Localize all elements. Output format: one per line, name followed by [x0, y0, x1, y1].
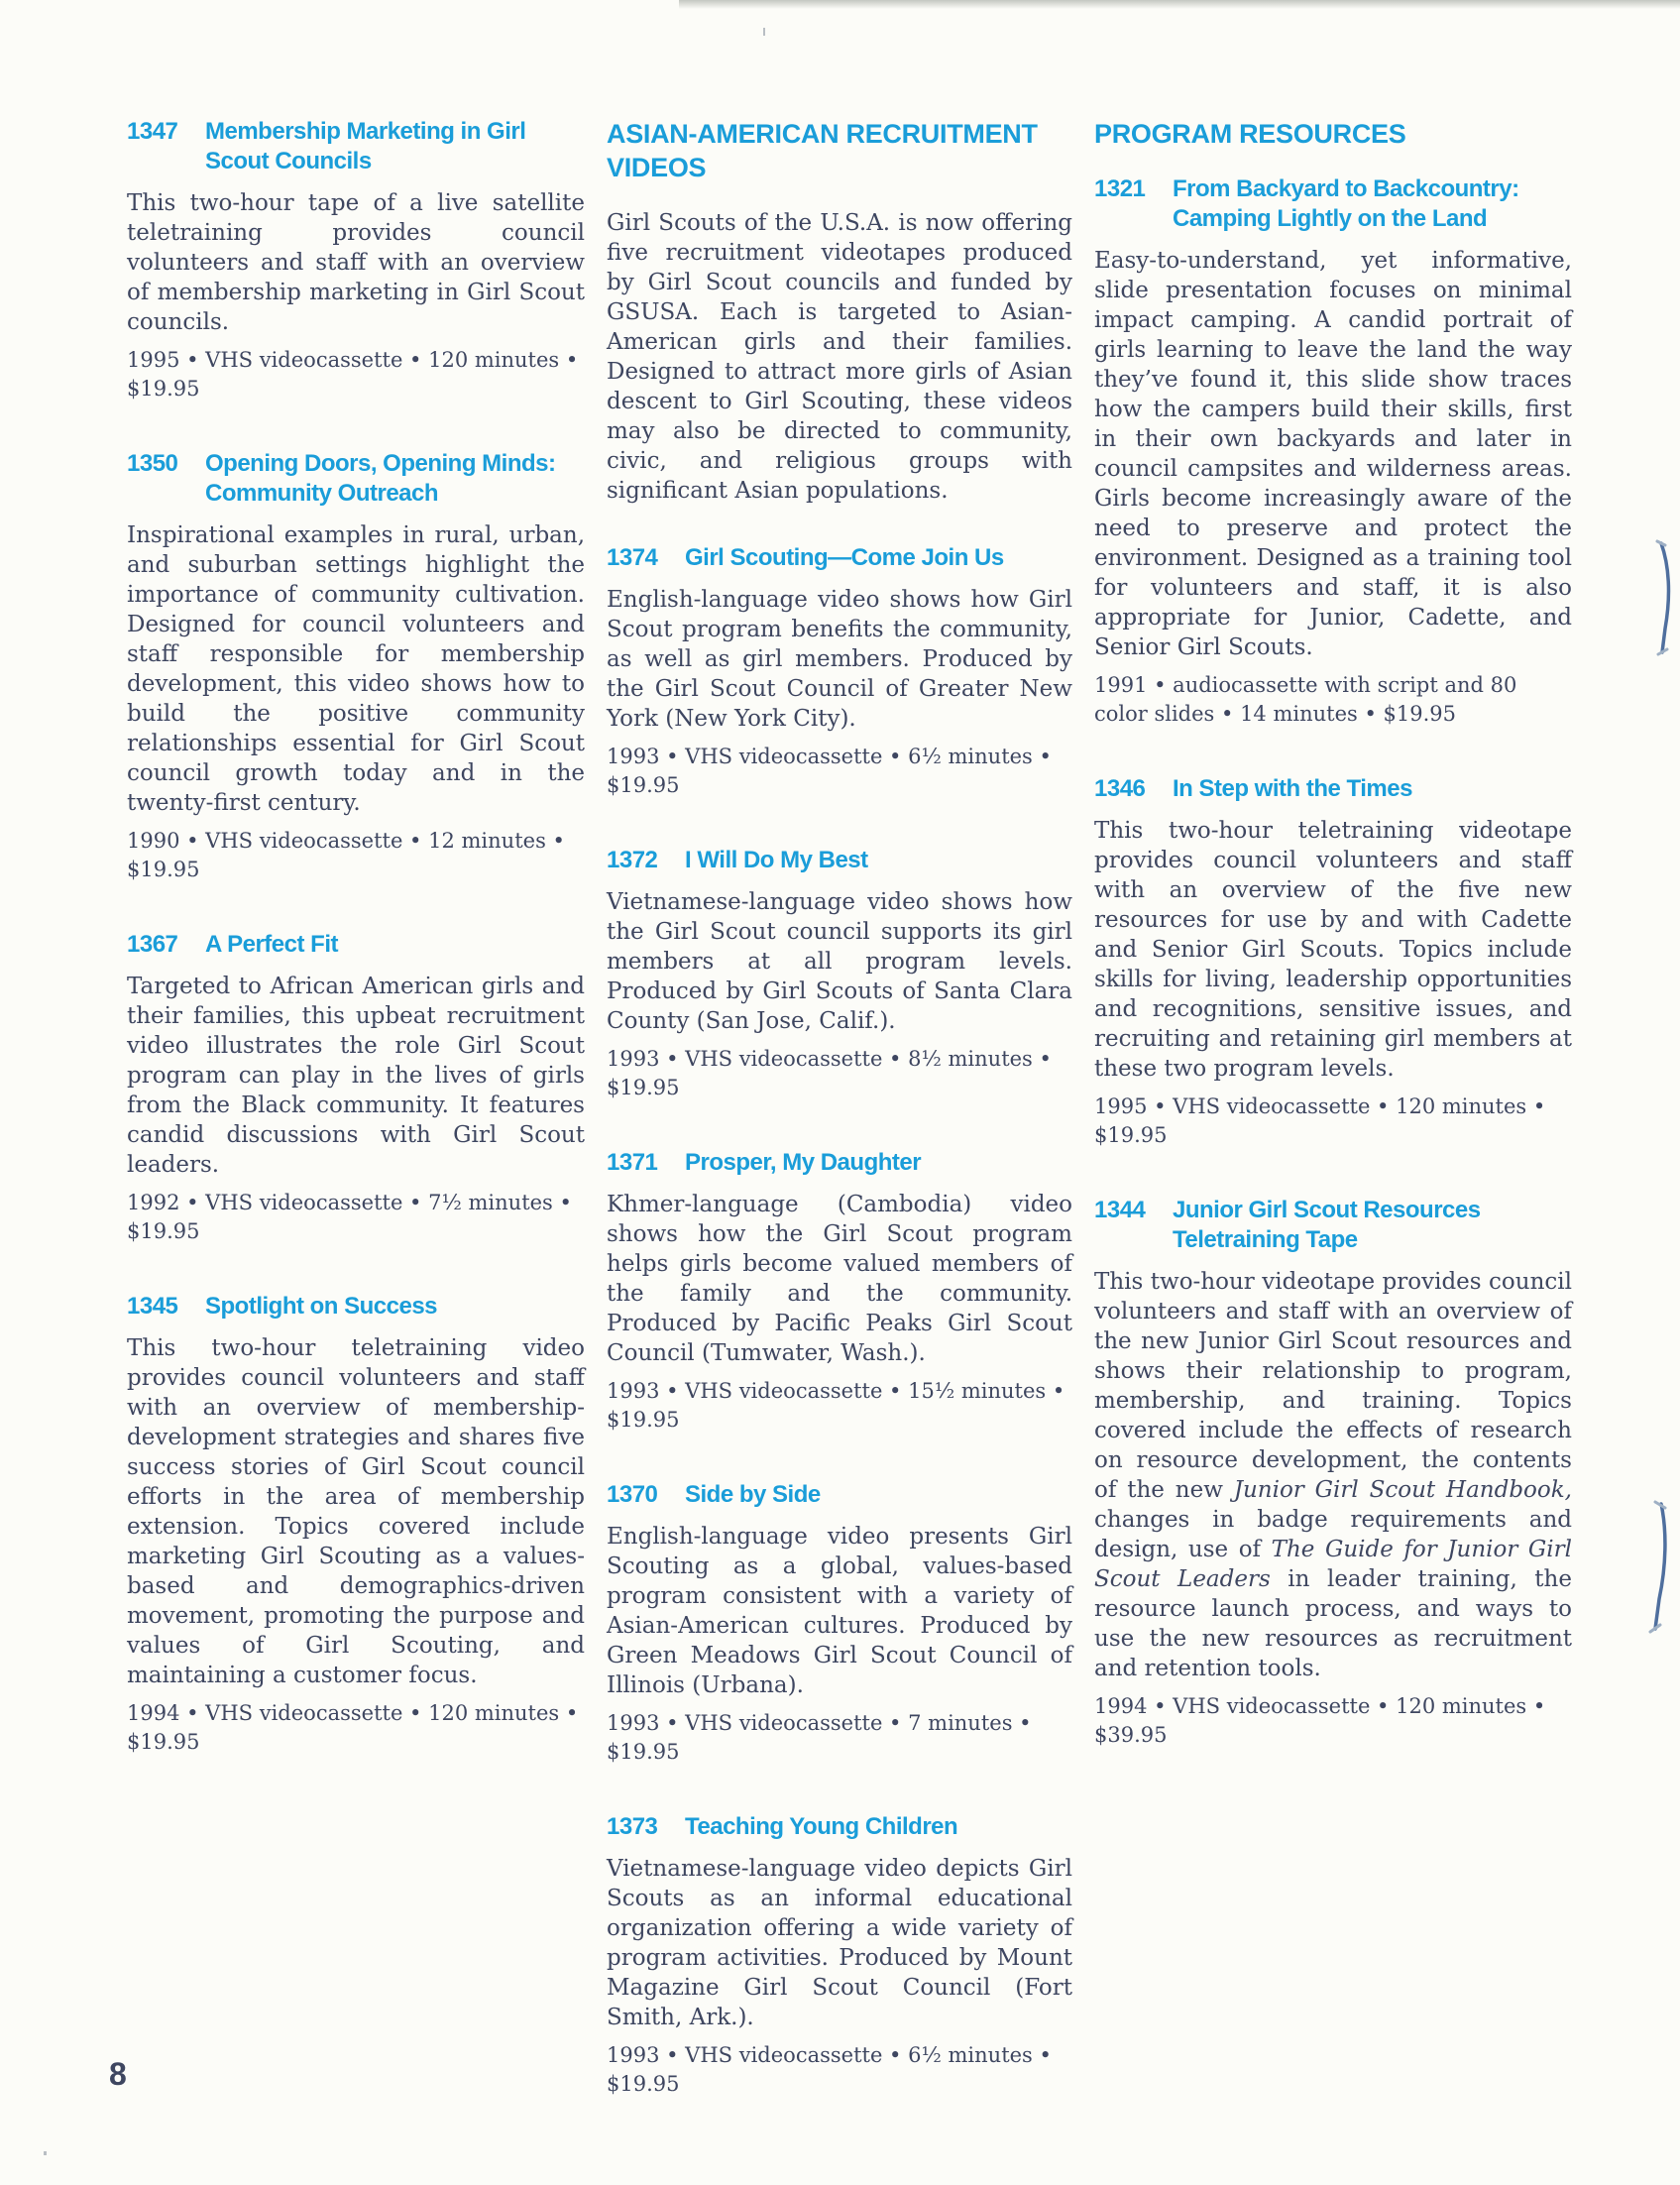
item-code: 1347	[127, 118, 178, 145]
column-left	[127, 117, 585, 2144]
item-heading	[1094, 1196, 1572, 1255]
item-code: 1346	[1094, 775, 1146, 802]
scan-speck	[763, 28, 765, 36]
catalog-item	[607, 846, 1072, 1102]
item-heading	[607, 1812, 1072, 1842]
item-description: Khmer-language (Cambodia) video shows how the Girl Scout program helps girls become valued members of the family and the community. Produced by Pacific Peaks Girl Scout Council (Tumwater, Wash.).	[607, 1192, 1072, 1366]
staple-icon	[1647, 533, 1675, 662]
item-title: I Will Do My Best	[685, 847, 868, 873]
catalog-item	[1094, 1196, 1572, 1750]
item-title: A Perfect Fit	[205, 931, 338, 958]
item-title: Prosper, My Daughter	[685, 1149, 922, 1176]
item-availability: 1993 • VHS videocassette • 7 minutes • $19.95	[607, 1711, 1032, 1764]
item-availability: 1994 • VHS videocassette • 120 minutes • $19.95	[127, 1701, 579, 1754]
item-availability: 1993 • VHS videocassette • 15½ minutes • $19.95	[607, 1379, 1065, 1432]
catalog-item	[1094, 774, 1572, 1150]
item-availability: 1993 • VHS videocassette • 8½ minutes • $19.95	[607, 1047, 1052, 1099]
item-description: This two-hour teletraining video provides council volunteers and staff with an overview of membership-development strategies and shares five success stories of Girl Scout council efforts in the area of membership extension. Topics covered include marketing Girl Scouting as a values-based and demographics-driven movement, promoting the purpose and values of Girl Scouting, and maintaining a customer focus.	[127, 1335, 585, 1688]
column-middle	[607, 117, 1072, 2144]
item-description: Inspirational examples in rural, urban, and suburban settings highlight the importance of community cultivation. Designed for council volunteers and staff responsible for membership development, this video shows how to build the positive community relationships essential for Girl Scout council growth today and in the twenty-first century.	[127, 522, 585, 816]
item-availability: 1995 • VHS videocassette • 120 minutes • $19.95	[127, 348, 579, 401]
item-code: 1372	[607, 847, 658, 873]
item-availability: 1990 • VHS videocassette • 12 minutes • $19.95	[127, 829, 565, 881]
item-description: Targeted to African American girls and their families, this upbeat recruitment video illustrates the role Girl Scout program can play in the lives of girls from the Black community. It features candid discussions with Girl Scout leaders.	[127, 974, 585, 1178]
catalog-item	[607, 1480, 1072, 1767]
item-code: 1367	[127, 931, 178, 958]
section-heading: ASIAN-AMERICAN RECRUITMENT VIDEOS	[607, 119, 1038, 182]
section-intro: Girl Scouts of the U.S.A. is now offering five recruitment videotapes produced by Girl Scout councils and funded by GSUSA. Each is targeted to Asian-American girls and their families. Designed to attract more girls of Asian descent to Girl Scouting, these videos may also be directed to community, civic, and religious groups with significant Asian populations.	[607, 210, 1072, 504]
item-title: Girl Scouting—Come Join Us	[685, 544, 1004, 571]
item-title: Membership Marketing in Girl Scout Councils	[205, 118, 526, 174]
item-code: 1345	[127, 1293, 178, 1320]
item-heading	[1094, 174, 1572, 234]
item-availability: 1993 • VHS videocassette • 6½ minutes • $19.95	[607, 2043, 1052, 2096]
item-availability: 1994 • VHS videocassette • 120 minutes • $39.95	[1094, 1694, 1546, 1747]
item-code: 1373	[607, 1813, 658, 1840]
item-heading	[127, 117, 585, 176]
section-heading: PROGRAM RESOURCES	[1094, 119, 1406, 149]
item-code: 1350	[127, 450, 178, 477]
item-heading	[127, 1292, 585, 1322]
item-description: English-language video shows how Girl Scout program benefits the community, as well as girl members. Produced by the Girl Scout Council of Greater New York (New York City).	[607, 587, 1072, 732]
text-run: This two-hour videotape provides council volunteers and staff with an overview of the new Junior Girl Scout resources and shows their relationship to program, membership, and training. Topics covered include the effects of research on resource development, the contents of the new	[1094, 1269, 1572, 1503]
text-run: in leader training, the resource launch process, and ways to use the new resources as recruitment and retention tools.	[1094, 1566, 1572, 1681]
catalog-item	[127, 930, 585, 1246]
catalog-item	[127, 449, 585, 884]
item-heading	[607, 1148, 1072, 1178]
item-availability: 1995 • VHS videocassette • 120 minutes • $19.95	[1094, 1094, 1546, 1147]
scan-speck	[44, 2151, 47, 2155]
catalog-item	[127, 1292, 585, 1757]
item-availability: 1992 • VHS videocassette • 7½ minutes • $19.95	[127, 1191, 572, 1243]
item-code: 1370	[607, 1481, 658, 1508]
staple-icon	[1641, 1492, 1671, 1641]
item-title: Spotlight on Success	[205, 1293, 438, 1320]
page-number: 8	[109, 2056, 127, 2092]
item-heading	[127, 930, 585, 960]
item-description: Vietnamese-language video depicts Girl Scouts as an informal educational organization offering a wide variety of program activities. Produced by Mount Magazine Girl Scout Council (Fort Smith, Ark.).	[607, 1856, 1072, 2030]
catalog-item	[607, 1148, 1072, 1435]
item-heading	[607, 1480, 1072, 1510]
item-title: Side by Side	[685, 1481, 821, 1508]
catalog-item	[1094, 174, 1572, 729]
item-availability: 1993 • VHS videocassette • 6½ minutes • $19.95	[607, 745, 1052, 797]
column-right	[1094, 117, 1572, 2144]
item-title: In Step with the Times	[1173, 775, 1412, 802]
item-heading	[127, 449, 585, 509]
item-heading	[607, 543, 1072, 573]
page-edge-shadow	[679, 0, 1680, 9]
item-description: This two-hour tape of a live satellite teletraining provides council volunteers and staff with an overview of membership marketing in Girl Scout councils.	[127, 190, 585, 335]
italic-title-text: Junior Girl Scout Handbook,	[1233, 1477, 1572, 1503]
item-code: 1321	[1094, 175, 1146, 202]
columns-container	[127, 117, 1572, 2144]
italic-title-text: The Guide for Junior Girl Scout Leaders	[1094, 1537, 1572, 1592]
item-code: 1374	[607, 544, 658, 571]
item-code: 1344	[1094, 1197, 1146, 1223]
item-title: Teaching Young Children	[685, 1813, 958, 1840]
item-code: 1371	[607, 1149, 658, 1176]
item-title: Junior Girl Scout Resources Teletraining Tape	[1173, 1197, 1481, 1253]
catalog-item	[127, 117, 585, 403]
item-description: Vietnamese-language video shows how the Girl Scout council supports its girl members at all program levels. Produced by Girl Scouts of Santa Clara County (San Jose, Calif.).	[607, 889, 1072, 1034]
item-heading	[1094, 774, 1572, 804]
item-title: From Backyard to Backcountry: Camping Lightly on the Land	[1173, 175, 1519, 232]
item-availability: 1991 • audiocassette with script and 80 color slides • 14 minutes • $19.95	[1094, 673, 1517, 726]
item-title: Opening Doors, Opening Minds: Community Outreach	[205, 450, 556, 507]
item-heading	[607, 846, 1072, 875]
text-run: changes in badge requirements and design, use of	[1094, 1507, 1572, 1562]
catalog-item	[607, 1812, 1072, 2099]
catalog-item	[607, 543, 1072, 800]
item-description: Easy-to-understand, yet informative, slide presentation focuses on minimal impact camping. A candid portrait of girls learning to leave the land the way they’ve found it, this slide show traces how the campers build their skills, first in their own backyards and later in council campsites and wilderness areas. Girls become increasingly aware of the need to preserve and protect the environment. Designed as a training tool for volunteers and staff, it is also appropriate for Junior, Cadette, and Senior Girl Scouts.	[1094, 248, 1572, 660]
item-description	[1094, 1267, 1572, 1683]
item-description: This two-hour teletraining videotape provides council volunteers and staff with an overview of the five new resources for use by and with Cadette and Senior Girl Scouts. Topics include skills for living, leadership opportunities and recognitions, sensitive issues, and recruiting and retaining girl members at these two program levels.	[1094, 818, 1572, 1082]
item-description: English-language video presents Girl Scouting as a global, values-based program consistent with a variety of Asian-American cultures. Produced by Green Meadows Girl Scout Council of Illinois (Urbana).	[607, 1524, 1072, 1698]
